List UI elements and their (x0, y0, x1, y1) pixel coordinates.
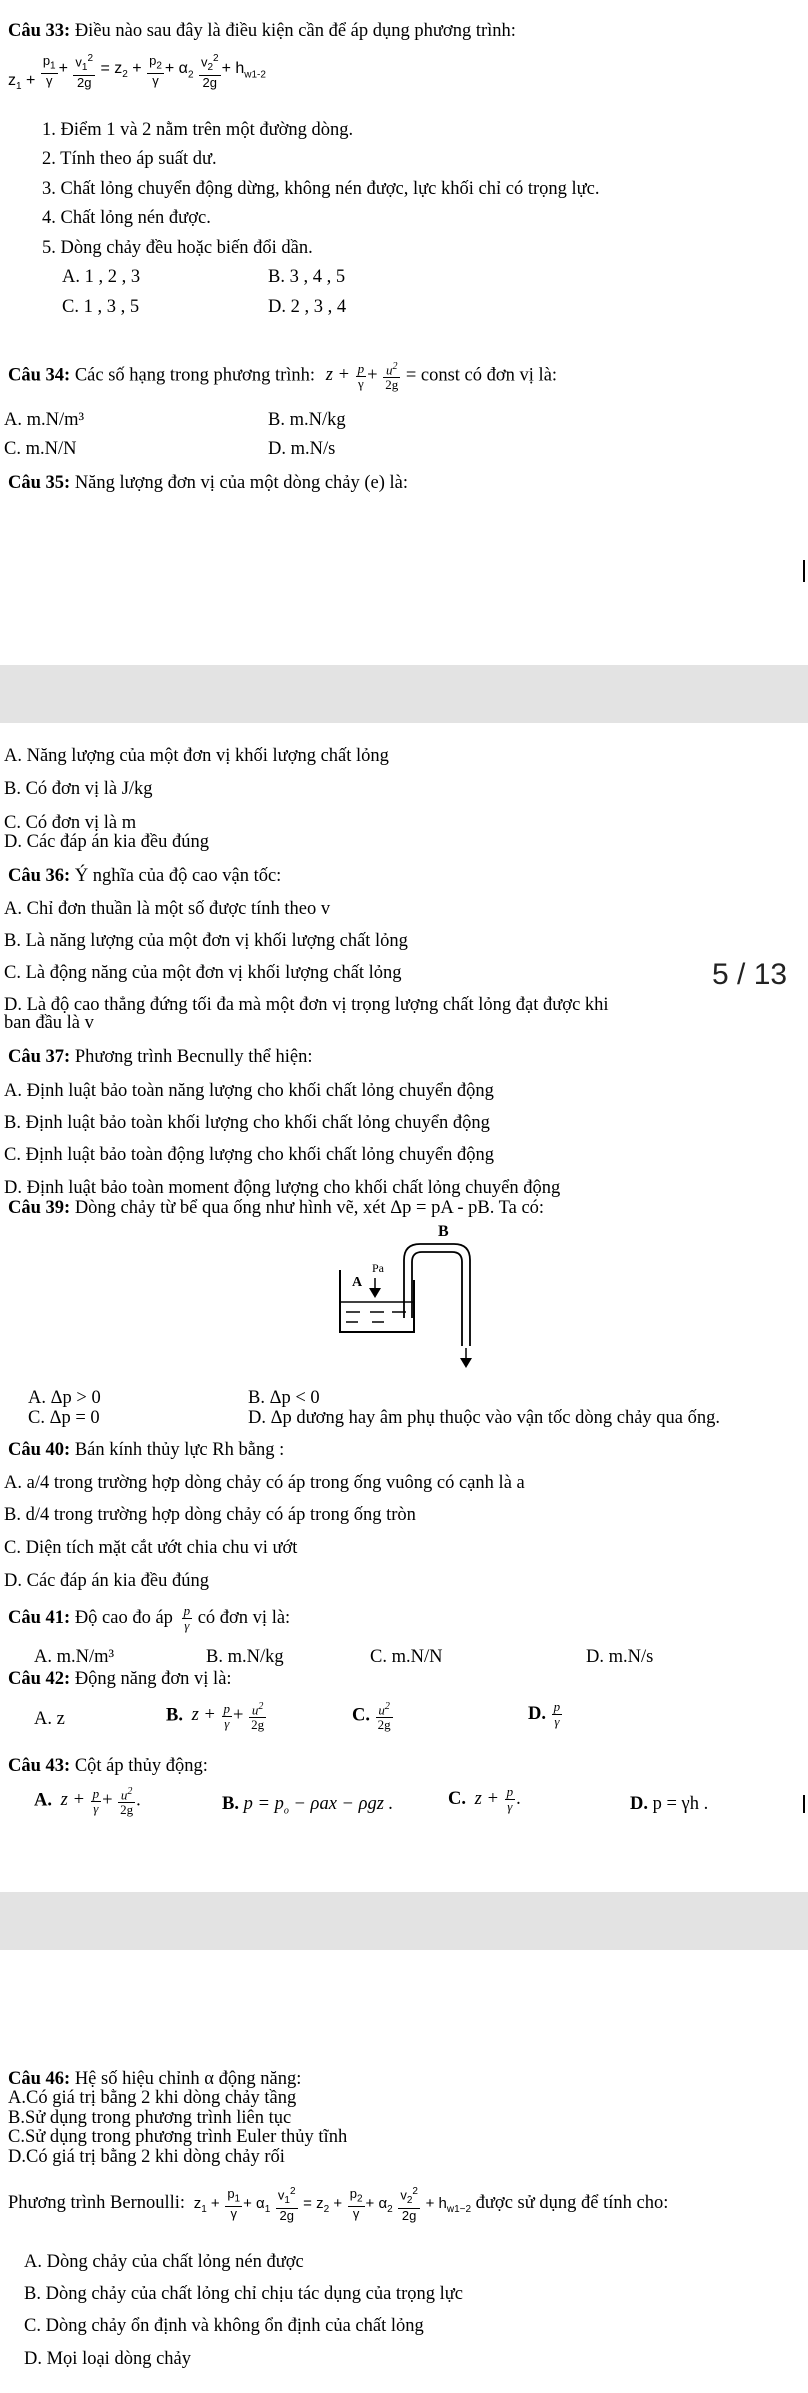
q47-option-d[interactable]: D. Mọi loại dòng chảy (24, 2349, 191, 2369)
q41-option-a[interactable]: A. m.N/m³ (34, 1647, 115, 1667)
q37-option-a[interactable]: A. Định luật bảo toàn năng lượng cho khối chất lỏng chuyển động (4, 1081, 494, 1101)
q37-option-d[interactable]: D. Định luật bảo toàn moment động lượng cho khối chất lỏng chuyển động (4, 1178, 561, 1198)
q33-equation: $z_1$ + $\frac{p_1}{\gamma}$ + $\frac{v_1^2}{2g}$ = $z_2$ + $\frac{p_2}{\gamma}$ + $\alpha_2$ $\frac{v_2^2}{2g}$ + $h_{w1-2}$ (8, 52, 266, 93)
q47-question: Phương trình Bernoulli: $z_1$ + $\frac{p_1}{\gamma}$ + $\alpha_1$ $\frac{v_1^2}{2g}$ = $z_2$ + $\frac{p_2}{\gamma}$ + $\alpha_2$ $\frac{v_2^2}{2g}$ + $h_{w1-2}$ được sử dụng để tính cho: (8, 2185, 669, 2223)
q33-item-4: 4. Chất lỏng nén được. (42, 208, 211, 228)
q33-item-5: 5. Dòng chảy đều hoặc biến đổi dần. (42, 238, 313, 258)
q46-question: Câu 46: Hệ số hiệu chỉnh α động năng: (8, 2069, 302, 2089)
q39-option-a[interactable]: A. Δp > 0 (28, 1388, 101, 1408)
q43-option-c[interactable]: C. z + $\frac{p}{\gamma}$ . (448, 1784, 521, 1814)
point-b-label: B (438, 1223, 449, 1240)
outflow-arrow-icon (460, 1358, 472, 1368)
q41-option-b[interactable]: B. m.N/kg (206, 1647, 284, 1667)
q35-option-c[interactable]: C. Có đơn vị là m (4, 813, 137, 833)
q36-option-b[interactable]: B. Là năng lượng của một đơn vị khối lượng chất lỏng (4, 931, 408, 951)
q42-option-d[interactable]: D. $\frac{p}{\gamma}$ (528, 1699, 561, 1729)
q33-item-1: 1. Điểm 1 và 2 nằm trên một đường dòng. (42, 120, 354, 140)
q34-question: Câu 34: Các số hạng trong phương trình: z + $\frac{p}{\gamma}$ + $\frac{u^2}{2g}$ = const có đơn vị là: (8, 360, 558, 393)
q36-option-c[interactable]: C. Là động năng của một đơn vị khối lượng chất lỏng (4, 963, 402, 983)
q37-option-c[interactable]: C. Định luật bảo toàn động lượng cho khối chất lỏng chuyển động (4, 1145, 494, 1165)
q35-option-d[interactable]: D. Các đáp án kia đều đúng (4, 832, 209, 852)
page-edge-mark (803, 560, 805, 582)
q41-question: Câu 41: Độ cao đo áp $\frac{p}{\gamma}$ có đơn vị là: (8, 1603, 291, 1633)
q36-question: Câu 36: Ý nghĩa của độ cao vận tốc: (8, 866, 282, 886)
pa-arrow-icon (369, 1288, 381, 1298)
page-separator (0, 1892, 808, 1950)
q36-option-a[interactable]: A. Chỉ đơn thuần là một số được tính theo v (4, 899, 331, 919)
q39-option-d[interactable]: D. Δp dương hay âm phụ thuộc vào vận tốc dòng chảy qua ống. (248, 1408, 721, 1428)
point-a-label: A (352, 1275, 363, 1290)
q36-option-d[interactable]: D. Là độ cao thẳng đứng tối đa mà một đơn vị trọng lượng chất lỏng đạt được khi (4, 995, 609, 1015)
q34-option-d[interactable]: D. m.N/s (268, 439, 336, 459)
q42-question: Câu 42: Động năng đơn vị là: (8, 1669, 232, 1689)
page-edge-mark (803, 1795, 805, 1813)
q46-option-d[interactable]: D.Có giá trị bằng 2 khi dòng chảy rối (8, 2147, 285, 2167)
page-separator (0, 665, 808, 723)
q43-option-b[interactable]: B. $p = p_o - \rho ax - \rho gz$ . (222, 1794, 394, 1817)
q33-option-c[interactable]: C. 1 , 3 , 5 (62, 297, 140, 317)
q33-question: Câu 33: Điều nào sau đây là điều kiện cần để áp dụng phương trình: (8, 21, 516, 41)
q46-option-c[interactable]: C.Sử dụng trong phương trình Euler thủy tĩnh (8, 2127, 348, 2147)
q33-option-d[interactable]: D. 2 , 3 , 4 (268, 297, 347, 317)
q42-option-a[interactable]: A. z (34, 1709, 65, 1729)
q40-option-d[interactable]: D. Các đáp án kia đều đúng (4, 1571, 209, 1591)
pipe-inner (412, 1252, 462, 1346)
q46-option-b[interactable]: B.Sử dụng trong phương trình liên tục (8, 2108, 292, 2128)
q35-option-b[interactable]: B. Có đơn vị là J/kg (4, 779, 153, 799)
q40-option-a[interactable]: A. a/4 trong trường hợp dòng chảy có áp trong ống vuông có cạnh là a (4, 1473, 525, 1493)
q47-option-b[interactable]: B. Dòng chảy của chất lỏng chỉ chịu tác dụng của trọng lực (24, 2284, 463, 2304)
q42-option-c[interactable]: C. $\frac{u^2}{2g}$ (352, 1701, 391, 1733)
q39-question: Câu 39: Dòng chảy từ bể qua ống như hình vẽ, xét Δp = pA - pB. Ta có: (8, 1198, 545, 1218)
q43-question: Câu 43: Cột áp thủy động: (8, 1756, 208, 1776)
q40-option-b[interactable]: B. d/4 trong trường hợp dòng chảy có áp trong ống tròn (4, 1505, 416, 1525)
q42-option-b[interactable]: B. z + $\frac{p}{\gamma}$ + $\frac{u^2}{2g}$ (166, 1700, 265, 1733)
q39-option-c[interactable]: C. Δp = 0 (28, 1408, 100, 1428)
q33-item-2: 2. Tính theo áp suất dư. (42, 149, 217, 169)
q47-option-a[interactable]: A. Dòng chảy của chất lỏng nén được (24, 2252, 304, 2272)
q43-option-d[interactable]: D. p = γh . (630, 1794, 709, 1814)
q35-option-a[interactable]: A. Năng lượng của một đơn vị khối lượng chất lỏng (4, 746, 389, 766)
atmospheric-pressure-label: Pa (372, 1261, 384, 1275)
tank-pipe-diagram (330, 1222, 490, 1382)
q34-option-a[interactable]: A. m.N/m³ (4, 410, 85, 430)
q47-option-c[interactable]: C. Dòng chảy ổn định và không ổn định của chất lỏng (24, 2316, 424, 2336)
q33-item-3: 3. Chất lỏng chuyển động dừng, không nén được, lực khối chỉ có trọng lực. (42, 179, 600, 199)
q34-option-b[interactable]: B. m.N/kg (268, 410, 346, 430)
q41-option-d[interactable]: D. m.N/s (586, 1647, 654, 1667)
q43-option-a[interactable]: A. z + $\frac{p}{\gamma}$ + $\frac{u^2}{2g}$ . (34, 1785, 141, 1818)
q40-question: Câu 40: Bán kính thủy lực Rh bằng : (8, 1440, 285, 1460)
q39-option-b[interactable]: B. Δp < 0 (248, 1388, 320, 1408)
q36-option-d-continued: ban đầu là v (4, 1013, 94, 1033)
q41-option-c[interactable]: C. m.N/N (370, 1647, 443, 1667)
q33-option-b[interactable]: B. 3 , 4 , 5 (268, 267, 346, 287)
q40-option-c[interactable]: C. Diện tích mặt cắt ướt chia chu vi ướt (4, 1538, 298, 1558)
q46-option-a[interactable]: A.Có giá trị bằng 2 khi dòng chảy tầng (8, 2088, 297, 2108)
q37-option-b[interactable]: B. Định luật bảo toàn khối lượng cho khối chất lỏng chuyển động (4, 1113, 490, 1133)
q33-option-a[interactable]: A. 1 , 2 , 3 (62, 267, 141, 287)
page-indicator: 5 / 13 (712, 958, 788, 991)
q35-question: Câu 35: Năng lượng đơn vị của một dòng chảy (e) là: (8, 473, 409, 493)
q37-question: Câu 37: Phương trình Becnully thể hiện: (8, 1047, 313, 1067)
q34-option-c[interactable]: C. m.N/N (4, 439, 77, 459)
